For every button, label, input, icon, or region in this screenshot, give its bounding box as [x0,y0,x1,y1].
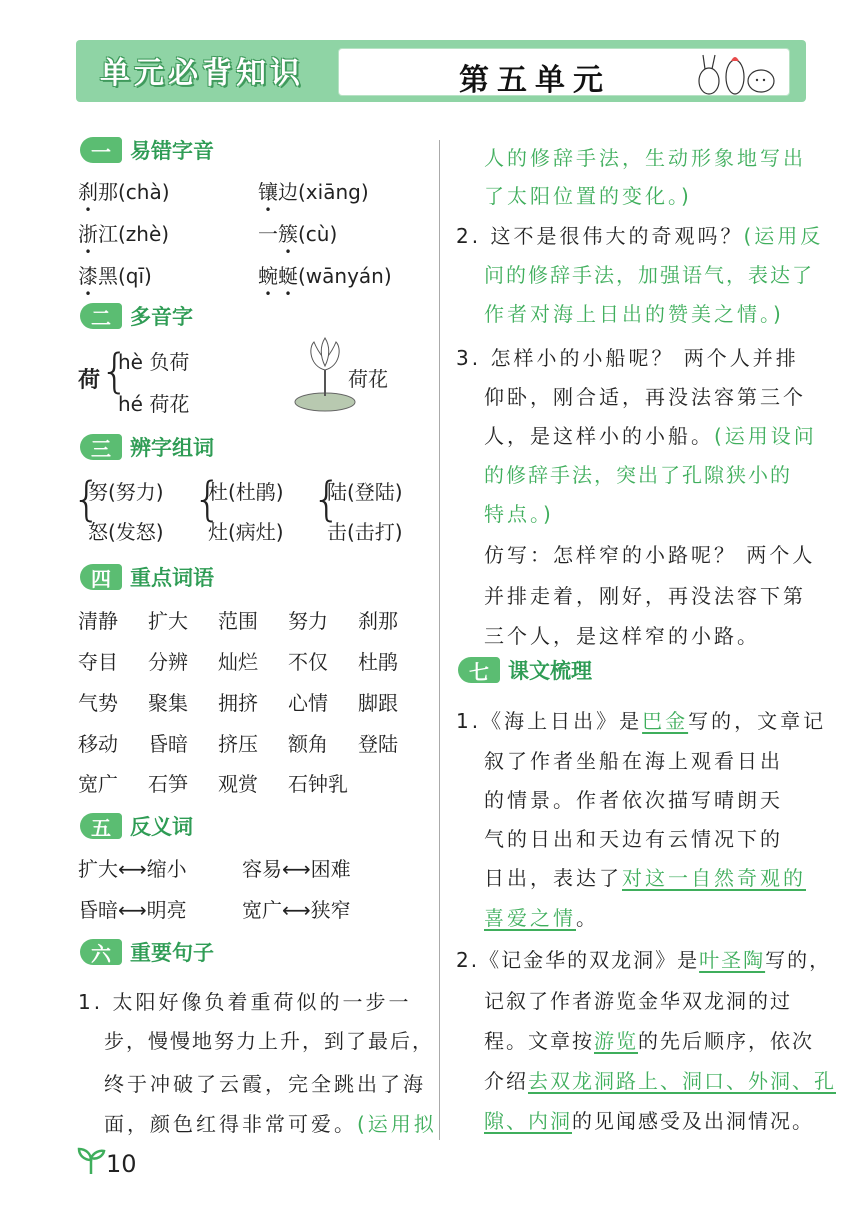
review-line: 气的日出和天边有云情况下的 [484,827,783,851]
word: 清静 [78,609,118,633]
bianzi-item: 陆(登陆) [327,480,403,504]
polyphone-char: 荷 [78,368,101,393]
section-title: 多音字 [130,305,193,329]
sentence-line: 步，慢慢地努力上升，到了最后， [104,1029,434,1053]
section-6-heading [80,937,214,967]
unit-header [76,40,806,102]
word: 分辨 [148,650,188,674]
word: 拥挤 [218,691,258,715]
review-line: 程。文章按游览的先后顺序，依次 [484,1029,814,1053]
antonym-pair: 扩大⟷缩小 [78,857,187,881]
sentence-line: 仰卧，刚合适，再没法容第三个 [484,385,806,409]
review-line: 的情景。作者依次描写晴朗天 [484,788,783,812]
annotation-line: 的修辞手法，突出了孔隙狭小的 [484,463,792,487]
page-number: 10 [106,1150,137,1178]
word: 刹那 [358,609,398,633]
cartoon-characters-icon [691,51,781,95]
word: 范围 [218,609,258,633]
bianzi-item: 灶(病灶) [208,520,284,544]
word: 灿烂 [218,650,258,674]
review-line: 介绍去双龙洞路上、洞口、外洞、孔 [484,1069,836,1093]
word: 移动 [78,732,118,756]
pron-item: 漆黑(qī) [78,264,152,288]
annotation-line: 人的修辞手法，生动形象地写出 [484,146,806,170]
section-number: 七 [458,657,500,683]
bianzi-item: 努(努力) [88,480,164,504]
bianzi-item: 杜(杜鹃) [208,480,284,504]
word: 杜鹃 [358,650,398,674]
review-line: 记叙了作者游览金华双龙洞的过 [484,989,792,1013]
imitation-line: 并排走着，刚好，再没法容下第 [484,584,806,608]
section-number: 二 [80,303,122,329]
brace: { [312,472,342,526]
annotation-line: 问的修辞手法，加强语气，表达了 [484,263,814,287]
brace: { [193,472,223,526]
section-3-heading [80,432,214,462]
word: 石笋 [148,772,188,796]
review-line: 隙、内洞的见闻感受及出洞情况。 [484,1109,814,1133]
bianzi-item: 击(击打) [327,520,403,544]
pron-item: 蜿蜒(wānyán) [258,264,392,288]
section-title: 反义词 [130,815,193,839]
word: 昏暗 [148,732,188,756]
word: 挤压 [218,732,258,756]
section-5-heading [80,811,193,841]
annotation-line: 作者对海上日出的赞美之情。) [484,302,784,326]
section-title: 课文梳理 [508,659,592,683]
word: 脚跟 [358,691,398,715]
review-line: 叙了作者坐船在海上观看日出 [484,749,783,773]
section-title: 重要句子 [130,941,214,965]
pron-item: 刹那(chà) [78,180,170,204]
pron-item: 一簇(cù) [258,222,338,246]
word: 努力 [288,609,328,633]
page-title: 第五单元 [459,63,611,98]
pron-item: 镶边(xiāng) [258,180,369,204]
word: 登陆 [358,732,398,756]
annotation: (运用拟 [357,1112,437,1136]
sentence-line: 人，是这样小的小船。(运用设问 [484,424,817,448]
brace: { [100,344,130,398]
section-number: 五 [80,813,122,839]
polyphone-reading: hè 负荷 [118,350,190,374]
sentence-line: 面，颜色红得非常可爱。(运用拟 [104,1112,437,1136]
pron-item: 浙江(zhè) [78,222,170,246]
imitation-line: 仿写：怎样窄的小路呢？ 两个人 [484,543,816,567]
section-2-heading [80,301,193,331]
word: 观赏 [218,772,258,796]
section-number: 六 [80,939,122,965]
word: 聚集 [148,691,188,715]
section-number: 四 [80,564,122,590]
section-title: 易错字音 [130,139,214,163]
word: 宽广 [78,772,118,796]
annotation-line: 了太阳位置的变化。) [484,184,692,208]
sprout-icon [76,1146,106,1174]
header-title-box [338,48,790,96]
section-1-heading [80,135,214,165]
word: 石钟乳 [288,772,348,796]
section-title: 重点词语 [130,566,214,590]
sentence-line: 1. 太阳好像负着重荷似的一步一 [78,990,412,1014]
sentence-line: 终于冲破了云霞，完全跳出了海 [104,1072,426,1096]
sentence-line: 2. 这不是很伟大的奇观吗？(运用反 [456,224,824,248]
polyphone-reading: hé 荷花 [118,392,190,416]
section-title: 辨字组词 [130,436,214,460]
column-divider [439,140,440,1140]
review-line: 喜爱之情。 [484,906,599,930]
review-line: 1.《海上日出》是巴金写的，文章记 [456,709,827,733]
antonym-pair: 宽广⟷狭窄 [242,898,351,922]
section-7-heading [458,655,592,685]
word: 扩大 [148,609,188,633]
review-line: 日出，表达了对这一自然奇观的 [484,866,806,890]
word: 不仅 [288,650,328,674]
word: 气势 [78,691,118,715]
antonym-pair: 昏暗⟷明亮 [78,898,187,922]
section-number: 三 [80,434,122,460]
bianzi-item: 怒(发怒) [88,520,164,544]
header-badge: 单元必背知识 [100,56,304,91]
antonym-pair: 容易⟷困难 [242,857,351,881]
imitation-line: 三个人，是这样窄的小路。 [484,624,760,648]
lotus-label: 荷花 [348,367,388,391]
section-number: 一 [80,137,122,163]
section-4-heading [80,562,214,592]
word: 夺目 [78,650,118,674]
annotation-line: 特点。) [484,502,554,526]
brace: { [72,472,102,526]
sentence-line: 3. 怎样小的小船呢？ 两个人并排 [456,346,799,370]
word: 额角 [288,732,328,756]
review-line: 2.《记金华的双龙洞》是叶圣陶写的， [456,948,832,972]
word: 心情 [288,691,328,715]
